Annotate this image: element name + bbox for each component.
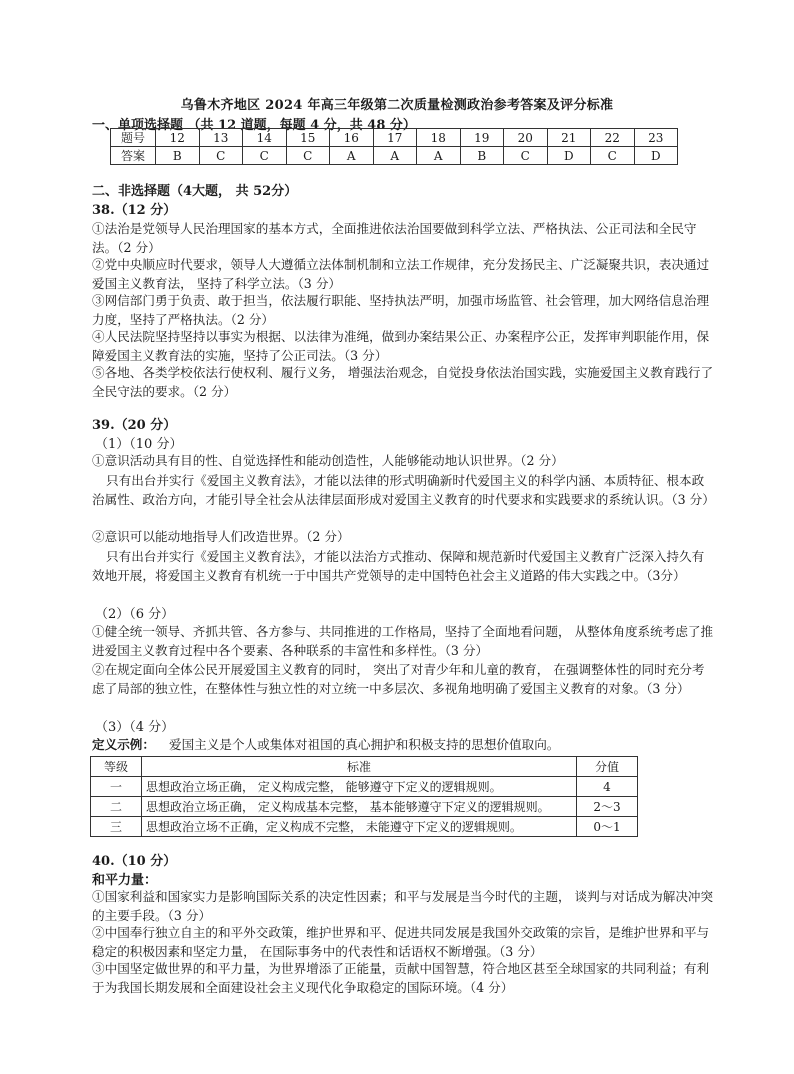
q39-part1-label: （1）（10 分） bbox=[95, 437, 183, 452]
header-level: 等级 bbox=[91, 757, 142, 777]
q40-item: ②中国奉行独立自主的和平外交政策，维护世界和平、促进共同发展是我国外交政策的宗旨，是维护世界和平与稳定的积极因素和坚定力量， 在国际事务中的代表性和话语权不断增强。（3 分） bbox=[92, 925, 710, 959]
level-cell: 二 bbox=[91, 797, 142, 817]
score-cell: 4 bbox=[577, 777, 638, 797]
q38-label: 38.（12 分） bbox=[92, 203, 177, 218]
score-cell: 2～3 bbox=[577, 797, 638, 817]
question-number: 19 bbox=[460, 129, 504, 147]
section1-heading: 一、单项选择题 （共 12 道题，每题 4 分，共 48 分） bbox=[92, 118, 416, 133]
q39-part2-item: ①健全统一领导、齐抓共管、各方参与、共同推进的工作格局，坚持了全面地看问题， 从整体角度系统考虑了推进爱国主义教育过程中各个要素、各种联系的丰富性和多样性。（3 分） bbox=[92, 624, 714, 658]
answer-cell: A bbox=[373, 147, 417, 165]
standard-cell: 思想政治立场正确， 定义构成基本完整， 基本能够遵守下定义的逻辑规则。 bbox=[142, 797, 577, 817]
answer-cell: B bbox=[460, 147, 504, 165]
answer-table-answer-row bbox=[111, 147, 678, 165]
q39-part3-label: （3）（4 分） bbox=[95, 720, 175, 735]
q38-item: ⑤各地、各类学校依法行使权利、履行义务， 增强法治观念，自觉投身依法治国实践，实施爱国主义教育践行了全民守法的要求。（2 分） bbox=[92, 365, 714, 399]
q39-label: 39.（20 分） bbox=[92, 418, 177, 433]
definition-text: 爱国主义是个人或集体对祖国的真心拥护和积极支持的思想价值取向。 bbox=[168, 737, 560, 752]
row-label: 答案 bbox=[111, 147, 156, 165]
document-title: 乌鲁木齐地区 2024 年高三年级第二次质量检测政治参考答案及评分标准 bbox=[180, 98, 614, 113]
standard-cell: 思想政治立场不正确，定义构成不完整， 未能遵守下定义的逻辑规则。 bbox=[142, 817, 577, 837]
q39-part1-item: ②意识可以能动地指导人们改造世界。（2 分） bbox=[92, 529, 350, 544]
score-cell: 0～1 bbox=[577, 817, 638, 837]
q38-item: ④人民法院坚持坚持以事实为根据、以法律为准绳，做到办案结果公正、办案程序公正，发挥审判职能作用，保障爱国主义教育法的实施，坚持了公正司法。（3 分） bbox=[92, 329, 710, 363]
q39-part1-item: 只有出台并实行《爱国主义教育法》，才能以法律的形式明确新时代爱国主义的科学内涵、本质特征、根本政治属性、政治方向，才能引导全社会从法律层面形成对爱国主义教育的时代要求和实践要求的系统认识。（3 分） bbox=[92, 473, 715, 507]
grading-standard-table bbox=[90, 756, 638, 837]
header-standard: 标准 bbox=[142, 757, 577, 777]
level-cell: 三 bbox=[91, 817, 142, 837]
answer-cell: C bbox=[504, 147, 548, 165]
q39-part1-item: 只有出台并实行《爱国主义教育法》，才能以法治方式推动、保障和规范新时代爱国主义教育广泛深入持久有效地开展，将爱国主义教育有机统一于中国共产党领导的走中国特色社会主义道路的伟大实践之中。（3分） bbox=[92, 549, 705, 583]
q40-item: ①国家利益和国家实力是影响国际关系的决定性因素；和平与发展是当今时代的主题， 谈判与对话成为解决冲突的主要手段。（3 分） bbox=[92, 889, 714, 923]
q39-part2-item: ②在规定面向全体公民开展爱国主义教育的同时， 突出了对青少年和儿童的教育， 在强调整体性的同时充分考虑了局部的独立性，在整体性与独立性的对立统一中多层次、多视角地明确了爱国主义教育的对象。（3 分） bbox=[92, 662, 705, 696]
q38-item: ①法治是党领导人民治理国家的基本方式，全面推进依法治国要做到科学立法、严格执法、公正司法和全民守法。（2 分） bbox=[92, 221, 697, 255]
answer-cell: A bbox=[417, 147, 461, 165]
table-row bbox=[91, 777, 638, 797]
q40-label: 40.（10 分） bbox=[92, 854, 177, 869]
level-cell: 一 bbox=[91, 777, 142, 797]
row-label: 题号 bbox=[111, 129, 156, 147]
definition-label: 定义示例： bbox=[92, 737, 155, 752]
definition-line bbox=[92, 736, 714, 755]
table-row bbox=[91, 817, 638, 837]
answer-cell: C bbox=[199, 147, 243, 165]
q40-item: ③中国坚定做世界的和平力量，为世界增添了正能量，贡献中国智慧，符合地区甚至全球国家的共同利益；有利于为我国长期发展和全面建设社会主义现代化争取稳定的国际环境。（4 分） bbox=[92, 961, 710, 995]
q38-item: ③网信部门勇于负责、敢于担当，依法履行职能、坚持执法严明，加强市场监管、社会管理，加大网络信息治理力度，坚持了严格执法。（2 分） bbox=[92, 293, 710, 327]
q39-part2-label: （2）（6 分） bbox=[95, 607, 175, 622]
answer-cell: C bbox=[591, 147, 635, 165]
standard-cell: 思想政治立场正确， 定义构成完整， 能够遵守下定义的逻辑规则。 bbox=[142, 777, 577, 797]
answer-cell: A bbox=[330, 147, 374, 165]
question-number: 12 bbox=[156, 129, 200, 147]
answer-table-number-row bbox=[111, 129, 678, 147]
question-number: 22 bbox=[591, 129, 635, 147]
grading-table-header bbox=[91, 757, 638, 777]
q40-sub-label: 和平力量： bbox=[92, 873, 158, 888]
header-score: 分值 bbox=[577, 757, 638, 777]
question-number: 14 bbox=[243, 129, 287, 147]
question-number: 13 bbox=[199, 129, 243, 147]
answer-cell: B bbox=[156, 147, 200, 165]
question-number: 21 bbox=[547, 129, 591, 147]
answer-cell: C bbox=[286, 147, 330, 165]
question-number: 23 bbox=[634, 129, 678, 147]
q38-item: ②党中央顺应时代要求，领导人大遵循立法体制机制和立法工作规律，充分发扬民主、广泛凝聚共识，表决通过爱国主义教育法， 坚持了科学立法。（3 分） bbox=[92, 257, 710, 291]
table-row bbox=[91, 797, 638, 817]
question-number: 17 bbox=[373, 129, 417, 147]
section2-heading: 二、非选择题（4大题， 共 52分） bbox=[92, 184, 298, 199]
question-number: 15 bbox=[286, 129, 330, 147]
answer-table bbox=[110, 128, 678, 165]
answer-cell: D bbox=[547, 147, 591, 165]
answer-cell: D bbox=[634, 147, 678, 165]
question-number: 16 bbox=[330, 129, 374, 147]
question-number: 18 bbox=[417, 129, 461, 147]
q39-part1-item: ①意识活动具有目的性、自觉选择性和能动创造性，人能够能动地认识世界。（2 分） bbox=[92, 453, 564, 468]
answer-cell: C bbox=[243, 147, 287, 165]
question-number: 20 bbox=[504, 129, 548, 147]
